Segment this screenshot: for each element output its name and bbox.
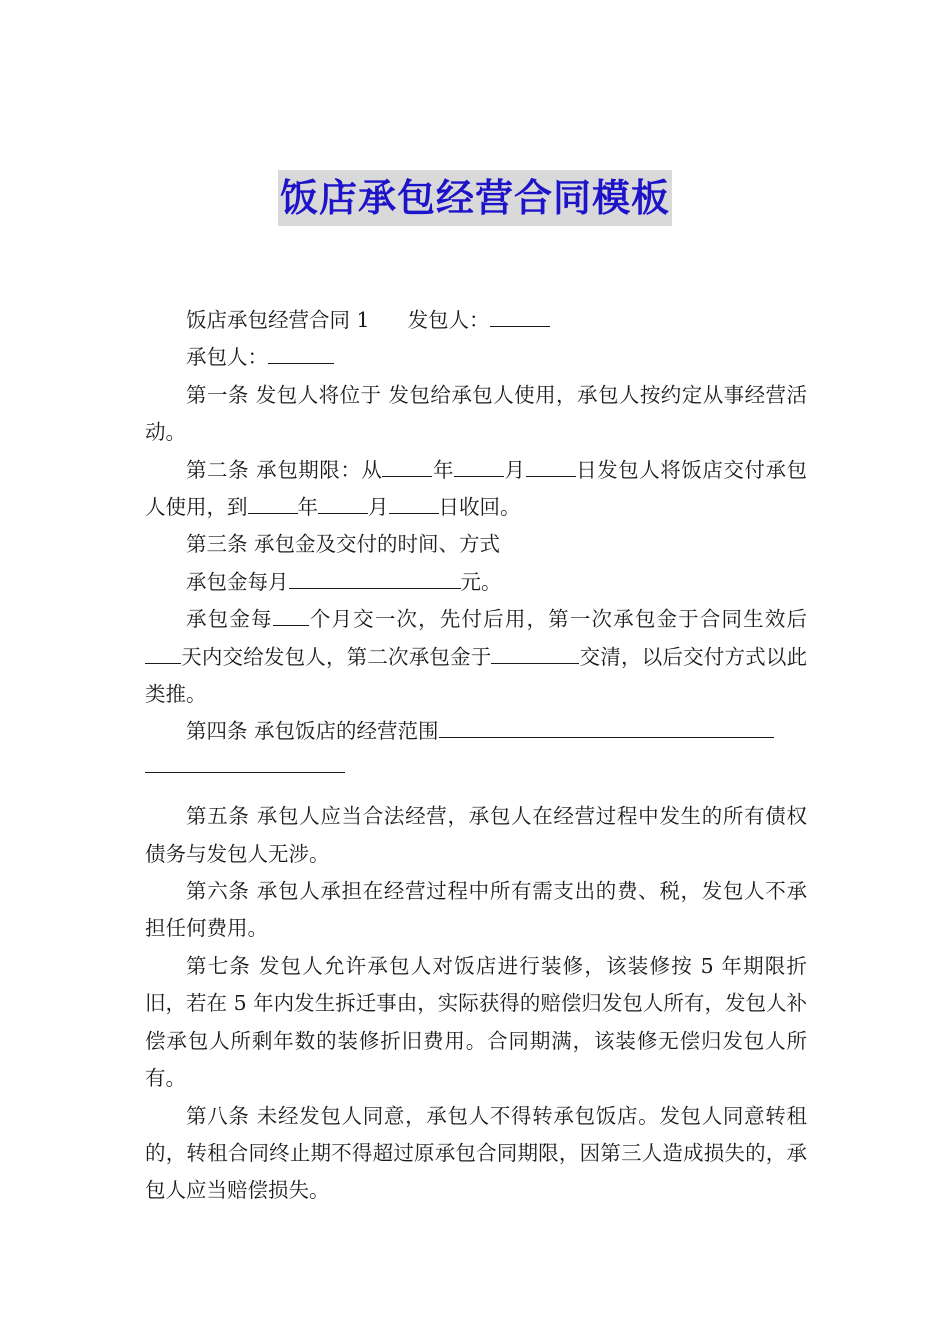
end-day-blank [389,492,439,515]
clause-6: 第六条 承包人承担在经营过程中所有需支出的费、税，发包人不承担任何费用。 [145,879,807,941]
month-label: 月 [368,495,389,520]
clause-7: 第七条 发包人允许承包人对饭店进行装修，该装修按 5 年期限折旧，若在 5 年内发生拆迁事由，实际获得的赔偿归发包人所有，发包人补偿承包人所剩年数的装修折旧费用。合同期满，该装修无偿归发包人所有。 [145,953,807,1091]
clause-8: 第八条 未经发包人同意，承包人不得转承包饭店。发包人同意转租的，转租合同终止期不得超过原承包合同期限，因第三人造成损失的，承包人应当赔偿损失。 [145,1103,807,1203]
handover-text: 日发包人将饭店交付承包人使用，到 [145,457,807,520]
scope-blank [439,716,774,739]
monthly-unit: 元。 [460,569,502,594]
document-title: 饭店承包经营合同模板 [278,170,672,226]
days-blank [145,641,181,664]
clause-3-monthly [145,564,807,601]
clause-3-title: 第三条 承包金及交付的时间、方式 [186,532,501,557]
contractor-blank [268,342,334,365]
clause-5: 第五条 承包人应当合法经营，承包人在经营过程中发生的所有债权债务与发包人无涉。 [145,804,807,866]
payment-lead: 承包金每 [186,607,273,632]
start-day-blank [526,454,576,477]
second-date-blank [491,641,579,664]
year-label: 年 [297,495,318,520]
start-year-blank [382,454,432,477]
end-year-blank [248,492,298,515]
scope-blank-line-2 [145,751,345,774]
clause-3-payment [145,601,807,713]
return-text: 日收回。 [438,495,521,520]
spacer [145,788,807,798]
monthly-lead: 承包金每月 [186,569,289,594]
contractor-line [145,339,807,376]
clause-4-text: 第四条 承包饭店的经营范围 [186,719,439,744]
issuer-blank [490,304,550,327]
scope-blank-continued [145,751,807,788]
year-label: 年 [432,457,454,482]
title-container [0,170,950,226]
contractor-label: 承包人： [186,345,268,370]
clause-1: 第一条 发包人将位于 发包给承包人使用，承包人按约定从事经营活动。 [145,382,807,445]
payment-second: 天内交给发包人，第二次承包金于 [181,644,492,669]
months-blank [273,604,309,627]
clause-2 [145,452,807,527]
document-body [145,302,807,1210]
issuer-label: 发包人： [407,308,490,332]
contract-name: 饭店承包经营合同 1 [186,308,370,332]
month-label: 月 [503,457,526,482]
intro-line [145,302,807,339]
end-month-blank [318,492,368,515]
clause-4 [145,713,807,750]
start-month-blank [454,454,504,477]
payment-mid: 个月交一次，先付后用，第一次承包金于合同生效后 [308,607,808,632]
clause-2-lead: 第二条 承包期限：从 [186,457,383,482]
monthly-amount-blank [289,566,461,589]
payment-tail: 交清，以后交付方式以此类推。 [145,644,808,707]
